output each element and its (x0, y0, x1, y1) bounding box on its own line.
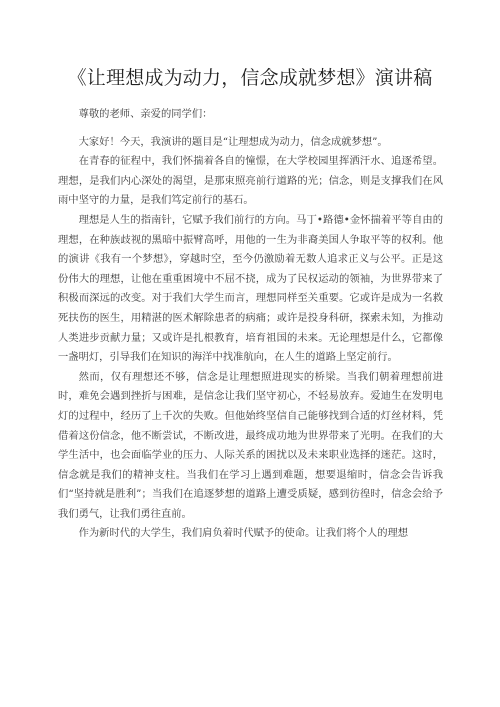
paragraph-greeting: 大家好！今天，我演讲的题目是“让理想成为动力，信念成就梦想”。 (78, 135, 388, 148)
document-body (58, 105, 443, 544)
paragraph-belief: 然而，仅有理想还不够，信念是让理想照进现实的桥梁。当我们朝着理想前进时，难免会遇到挫折与困难，是信念让我们坚守初心，不轻易放弃。爱迪生在发明电灯的过程中，经历了上千次的失败。但他始终坚信自己能够找到合适的灯丝材料，凭借着这份信念，他不断尝试，不断改进，最终成功地为世界带来了光明。在我们的大学生活中，也会面临学业的压力、人际关系的困扰以及未来职业选择的迷茫。这时，信念就是我们的精神支柱。当我们在学习上遇到难题，想要退缩时，信念会告诉我们“坚持就是胜利”；当我们在追逐梦想的道路上遭受质疑，感到彷徨时，信念会给予我们勇气，让我们勇往直前。 (58, 370, 443, 520)
document-title: 《让理想成为动力，信念成就梦想》演讲稿 (67, 67, 433, 89)
paragraph-mission: 作为新时代的大学生，我们肩负着时代赋予的使命。让我们将个人的理想 (78, 527, 409, 540)
paragraph-intro: 在青春的征程中，我们怀揣着各自的憧憬，在大学校园里挥洒汗水、追逐希望。理想，是我们内心深处的渴望，是那束照亮前行道路的光；信念，则是支撑我们在风雨中坚守的力量，是我们笃定前行的基石。 (58, 155, 443, 207)
salutation: 尊敬的老师、亲爱的同学们： (78, 108, 213, 120)
paragraph-ideal: 理想是人生的指南针，它赋予我们前行的方向。马丁•路德•金怀揣着平等自由的理想，在种族歧视的黑暗中振臂高呼，用他的一生为非裔美国人争取平等的权利。他的演讲《我有一个梦想》，穿越时空，至今仍激励着无数人追求正义与公平。正是这份伟大的理想，让他在重重困境中不屈不挠，成为了民权运动的领袖，为世界带来了积极而深远的改变。对于我们大学生而言，理想同样至关重要。它或许是成为一名救死扶伤的医生，用精湛的医术解除患者的病痛；或许是投身科研，探索未知，为推动人类进步贡献力量；又或许是扎根教育，培育祖国的未来。无论理想是什么，它都像一盏明灯，引导我们在知识的海洋中找准航向，在人生的道路上坚定前行。 (58, 213, 443, 364)
